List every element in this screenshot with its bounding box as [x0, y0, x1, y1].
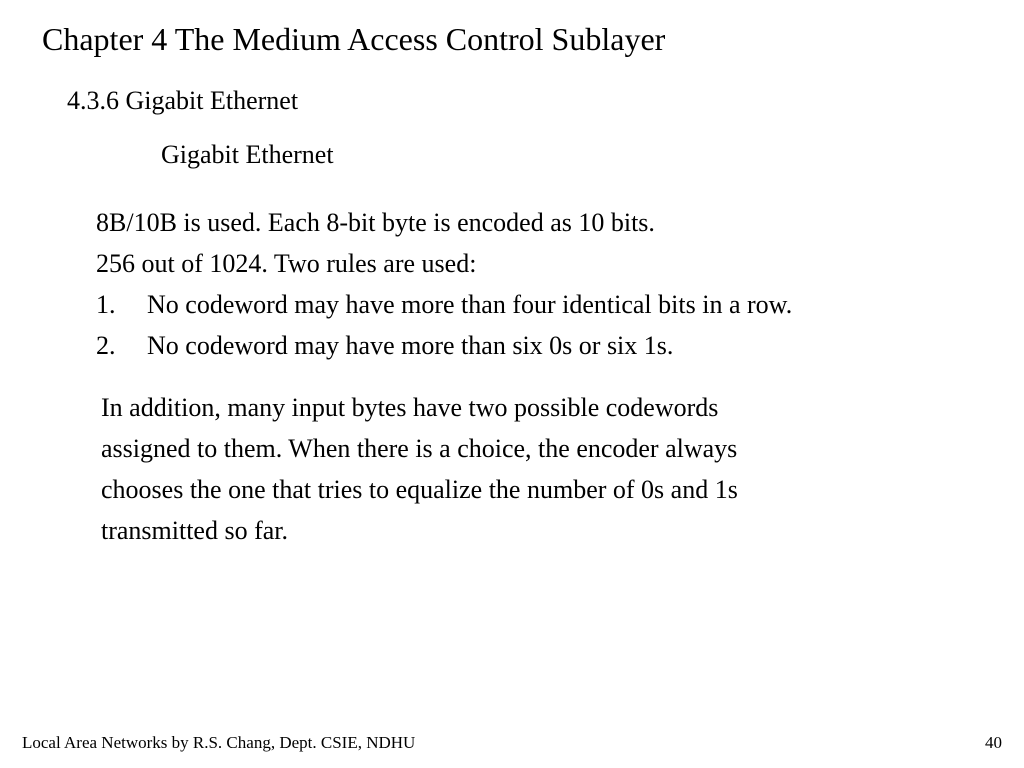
- rule-text: No codeword may have more than four identical bits in a row.: [147, 290, 793, 319]
- rules-intro: 256 out of 1024. Two rules are used:: [96, 249, 477, 278]
- paragraph-line: assigned to them. When there is a choice, the encoder always: [101, 434, 738, 463]
- encoding-description: 8B/10B is used. Each 8-bit byte is encoded as 10 bits.: [96, 208, 655, 237]
- sub-title: Gigabit Ethernet: [161, 140, 334, 169]
- paragraph-line: In addition, many input bytes have two possible codewords: [101, 393, 719, 422]
- rule-number: 2.: [96, 331, 116, 360]
- paragraph-line: chooses the one that tries to equalize the number of 0s and 1s: [101, 475, 738, 504]
- rule-item: [96, 284, 792, 325]
- page-number: 40: [985, 733, 1002, 752]
- rule-text: No codeword may have more than six 0s or six 1s.: [147, 331, 674, 360]
- footer-credit: Local Area Networks by R.S. Chang, Dept. CSIE, NDHU: [22, 733, 416, 752]
- codeword-paragraph: [101, 387, 981, 551]
- chapter-title: Chapter 4 The Medium Access Control Sublayer: [42, 21, 666, 57]
- rule-item: [96, 325, 792, 366]
- section-title: 4.3.6 Gigabit Ethernet: [67, 86, 299, 115]
- rules-list: [96, 284, 792, 366]
- rule-number: 1.: [96, 290, 116, 319]
- paragraph-line: transmitted so far.: [101, 516, 289, 545]
- encoding-rules-block: [96, 202, 792, 366]
